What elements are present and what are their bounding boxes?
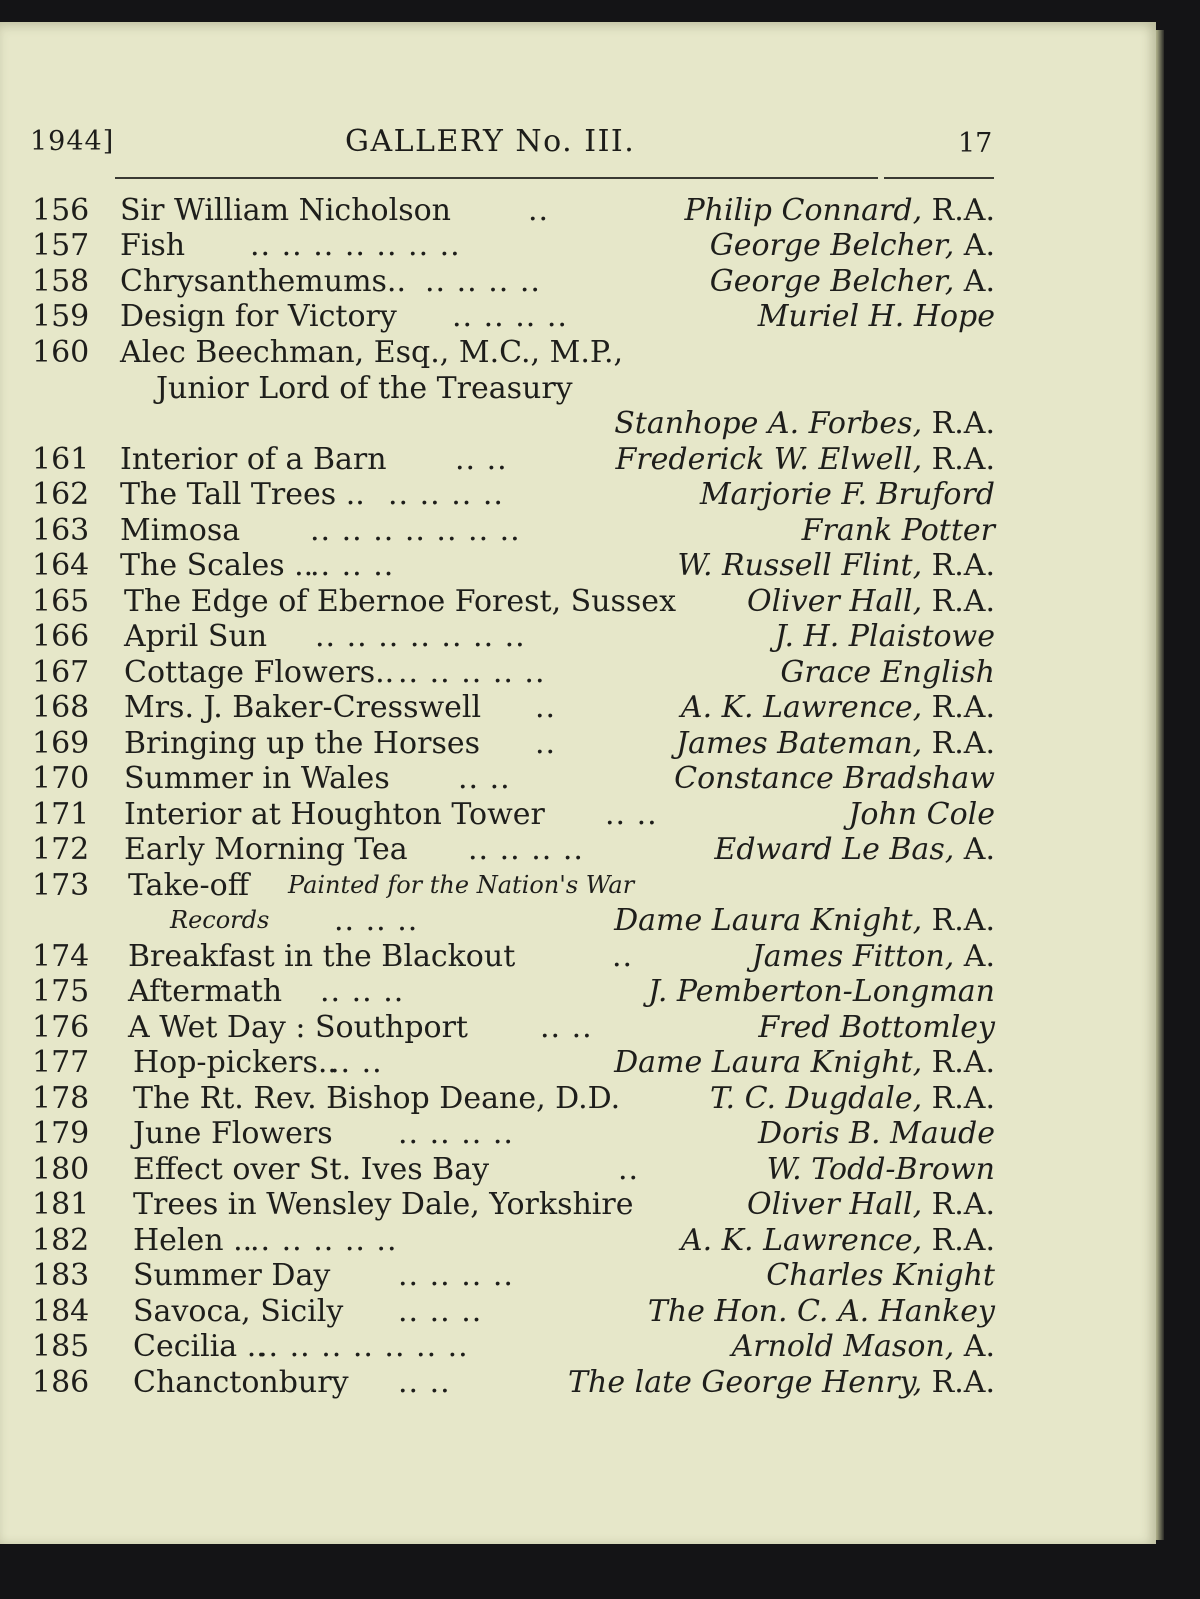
entry-artist [568,1365,995,1400]
entry-artist [758,1116,995,1151]
entry-number: 163 [32,513,90,548]
entry-artist [710,1081,995,1116]
catalogue-entry [0,1329,1156,1364]
entry-number: 171 [32,797,90,832]
entry-artist [767,1152,995,1187]
entry-title: Hop-pickers.. [133,1045,337,1080]
entry-number: 185 [32,1329,90,1364]
leader-dots: .. [618,1152,640,1187]
artist-honours: R.A. [931,442,995,477]
entry-number: 167 [32,655,90,690]
entry-note: Painted for the Nation's War [288,871,635,899]
catalogue-entry [0,193,1156,228]
artist-name: Doris B. Maude [758,1116,995,1151]
catalogue-entry [0,655,1156,690]
entry-number: 183 [32,1258,90,1293]
artist-name: Frederick W. Elwell, [615,442,923,477]
entry-number: 169 [32,726,90,761]
entry-artist [758,299,995,334]
leader-dots: .. .. .. .. [468,832,584,867]
artist-name: George Belcher, [709,264,955,299]
catalogue-entry [0,832,1156,867]
entry-artist [700,477,995,512]
entry-title: Effect over St. Ives Bay [133,1152,490,1187]
catalogue-entry [0,335,1156,370]
leader-dots: .. .. .. [310,548,395,583]
catalogue-entry [0,1010,1156,1045]
leader-dots: .. [612,939,634,974]
entry-title: The Scales .. [120,548,314,583]
entry-artist [614,1045,995,1080]
artist-name: John Cole [848,797,995,832]
entry-artist [710,228,995,263]
leader-dots: .. [528,193,550,228]
entry-artist [674,761,995,796]
catalogue-entry [0,1258,1156,1293]
artist-name: James Fitton, [751,939,955,974]
artist-name: J. H. Plaistowe [774,619,995,654]
entry-number: 184 [32,1294,90,1329]
entry-number: 156 [32,193,90,228]
leader-dots: .. .. .. [334,903,419,938]
artist-honours: A. [963,264,995,299]
leader-dots: .. .. .. .. .. .. .. [315,619,526,654]
catalogue-entry [0,1045,1156,1080]
catalogue-entry [0,690,1156,725]
catalogue-entry-continued [0,903,1156,938]
entry-artist [752,939,995,974]
artist-honours: R.A. [931,1081,995,1116]
entry-title: Chanctonbury [133,1365,349,1400]
entry-artist [681,690,995,725]
entry-number: 164 [32,548,90,583]
artist-name: A. K. Lawrence, [680,1223,923,1258]
entry-title: The Tall Trees .. [120,477,365,512]
entry-title: Mrs. J. Baker-Cresswell [124,690,482,725]
artist-honours: R.A. [931,1223,995,1258]
entry-title: Bringing up the Horses [124,726,481,761]
artist-honours: A. [963,832,995,867]
entry-number: 177 [32,1045,90,1080]
header-year: 1944] [30,126,115,157]
entry-number: 160 [32,335,90,370]
page-number: 17 [958,128,993,159]
artist-honours: R.A. [931,584,995,619]
artist-honours: R.A. [931,1187,995,1222]
leader-dots: .. .. .. .. .. .. .. [258,1329,469,1364]
artist-name: James Bateman, [676,726,923,761]
leader-dots: .. .. .. .. [398,1258,514,1293]
catalogue-entry [0,868,1156,903]
catalogue-entry [0,1081,1156,1116]
entry-number: 166 [32,619,90,654]
catalogue-entry [0,584,1156,619]
entry-title: Alec Beechman, Esq., M.C., M.P., [120,335,624,370]
catalogue-entry [0,1223,1156,1258]
entry-title: Savoca, Sicily [133,1294,344,1329]
entry-title: Cecilia .. [133,1329,266,1364]
artist-name: Philip Connard, [684,193,923,228]
entry-artist [614,903,995,938]
entry-artist [780,655,995,690]
entry-number: 170 [32,761,90,796]
entry-number: 174 [32,939,90,974]
artist-name: Marjorie F. Bruford [699,477,995,512]
leader-dots: .. .. [458,761,511,796]
entry-artist [615,442,995,477]
entry-title: Sir William Nicholson [120,193,451,228]
catalogue-entry [0,228,1156,263]
entry-title: Summer Day [133,1258,331,1293]
leader-dots: .. .. [605,797,658,832]
artist-honours: R.A. [931,903,995,938]
entry-artist [775,619,995,654]
entry-title-continued: Junior Lord of the Treasury [156,371,573,406]
artist-name: Oliver Hall, [746,1187,923,1222]
leader-dots: .. .. .. .. [425,264,541,299]
artist-name: George Belcher, [709,228,955,263]
entry-title: Take-off [128,868,250,903]
artist-name: Muriel H. Hope [757,299,995,334]
catalogue-entries [0,22,1156,1544]
entry-artist [677,548,995,583]
artist-honours: R.A. [931,548,995,583]
artist-name: Stanhope A. Forbes, [614,406,923,441]
artist-name: Edward Le Bas, [714,832,955,867]
artist-honours: R.A. [931,193,995,228]
catalogue-entry [0,477,1156,512]
entry-number: 162 [32,477,90,512]
artist-name: W. Russell Flint, [677,548,923,583]
artist-honours: R.A. [931,726,995,761]
entry-number: 172 [32,832,90,867]
artist-honours: A. [963,1329,995,1364]
leader-dots: .. .. .. .. [388,477,504,512]
entry-number: 175 [32,974,90,1009]
entry-number: 178 [32,1081,90,1116]
entry-title: Cottage Flowers.. [124,655,395,690]
catalogue-entry [0,1294,1156,1329]
entry-title: Chrysanthemums.. [120,264,406,299]
entry-artist [681,1223,995,1258]
leader-dots: .. .. [540,1010,593,1045]
artist-name: A. K. Lawrence, [680,690,923,725]
artist-name: The late George Henry, [567,1365,923,1400]
entry-number: 168 [32,690,90,725]
entry-title: Mimosa [120,513,241,548]
leader-dots: .. .. .. .. [452,299,568,334]
entry-title: Trees in Wensley Dale, Yorkshire [133,1187,634,1222]
catalogue-page [0,22,1156,1544]
leader-dots: .. .. .. .. .. .. .. [310,513,521,548]
entry-number: 173 [32,868,90,903]
entry-title: Helen .. [133,1223,253,1258]
entry-title: Early Morning Tea [124,832,408,867]
entry-artist [747,1187,995,1222]
artist-name: Arnold Mason, [731,1329,955,1364]
entry-number: 158 [32,264,90,299]
leader-dots: .. .. .. .. [398,1116,514,1151]
entry-artist [684,193,995,228]
entry-number: 186 [32,1365,90,1400]
entry-artist [648,1294,995,1329]
leader-dots: .. .. [330,1045,383,1080]
artist-name: T. C. Dugdale, [709,1081,923,1116]
entry-number: 161 [32,442,90,477]
entry-title: The Edge of Ebernoe Forest, Sussex [124,584,676,619]
entry-title: Aftermath [128,974,283,1009]
catalogue-entry [0,264,1156,299]
leader-dots: .. .. [455,442,508,477]
catalogue-entry-continued [0,371,1156,406]
artist-honours: A. [963,228,995,263]
entry-number: 181 [32,1187,90,1222]
artist-name: Constance Bradshaw [674,761,995,796]
entry-artist [848,797,995,832]
entry-number: 179 [32,1116,90,1151]
entry-number: 165 [32,584,90,619]
leader-dots: .. .. [398,1365,451,1400]
artist-name: J. Pemberton-Longman [648,974,995,1009]
catalogue-entry [0,442,1156,477]
catalogue-entry [0,513,1156,548]
catalogue-entry [0,1116,1156,1151]
entry-title: Breakfast in the Blackout [128,939,516,974]
entry-artist [676,726,995,761]
entry-title: June Flowers [133,1116,333,1151]
leader-dots: .. .. .. [398,1294,483,1329]
artist-name: Dame Laura Knight, [614,903,923,938]
catalogue-entry [0,761,1156,796]
entry-number: 176 [32,1010,90,1045]
entry-title: A Wet Day : Southport [128,1010,468,1045]
catalogue-entry-artist-line [0,406,1156,441]
leader-dots: .. .. .. .. .. [398,655,546,690]
artist-name: Frank Potter [801,513,995,548]
entry-title: Summer in Wales [124,761,390,796]
entry-note-continued: Records [170,906,270,934]
catalogue-entry [0,797,1156,832]
leader-dots: .. [535,690,557,725]
entry-title: Interior of a Barn [120,442,387,477]
artist-honours: R.A. [931,1045,995,1080]
entry-number: 180 [32,1152,90,1187]
entry-number: 157 [32,228,90,263]
entry-title: The Rt. Rev. Bishop Deane, D.D. [133,1081,621,1116]
leader-dots: .. .. .. .. .. .. .. [250,228,461,263]
artist-name: Grace English [780,655,995,690]
catalogue-entry [0,974,1156,1009]
artist-name: Dame Laura Knight, [614,1045,923,1080]
catalogue-entry [0,939,1156,974]
artist-name: Fred Bottomley [758,1010,995,1045]
entry-artist [766,1258,995,1293]
artist-name: The Hon. C. A. Hankey [647,1294,995,1329]
leader-dots: .. .. .. [320,974,405,1009]
entry-number: 159 [32,299,90,334]
entry-artist [614,406,995,441]
catalogue-entry [0,1152,1156,1187]
leader-dots: .. [535,726,557,761]
artist-name: W. Todd-Brown [766,1152,995,1187]
entry-artist [648,974,995,1009]
entry-artist [714,832,995,867]
artist-honours: A. [963,939,995,974]
entry-artist [732,1329,995,1364]
artist-name: Oliver Hall, [746,584,923,619]
catalogue-entry [0,548,1156,583]
entry-title: Design for Victory [120,299,397,334]
entry-number: 182 [32,1223,90,1258]
artist-honours: R.A. [931,690,995,725]
artist-name: Charles Knight [766,1258,995,1293]
catalogue-entry [0,1187,1156,1222]
catalogue-entry [0,619,1156,654]
leader-dots: .. .. .. .. .. [250,1223,398,1258]
artist-honours: R.A. [931,1365,995,1400]
entry-artist [710,264,995,299]
entry-title: Fish [120,228,186,263]
entry-artist [758,1010,995,1045]
header-title: GALLERY No. III. [345,124,636,159]
entry-artist [802,513,995,548]
artist-honours: R.A. [931,406,995,441]
catalogue-entry [0,299,1156,334]
entry-title: Interior at Houghton Tower [124,797,545,832]
entry-title: April Sun [124,619,268,654]
catalogue-entry [0,1365,1156,1400]
entry-artist [747,584,995,619]
catalogue-entry [0,726,1156,761]
